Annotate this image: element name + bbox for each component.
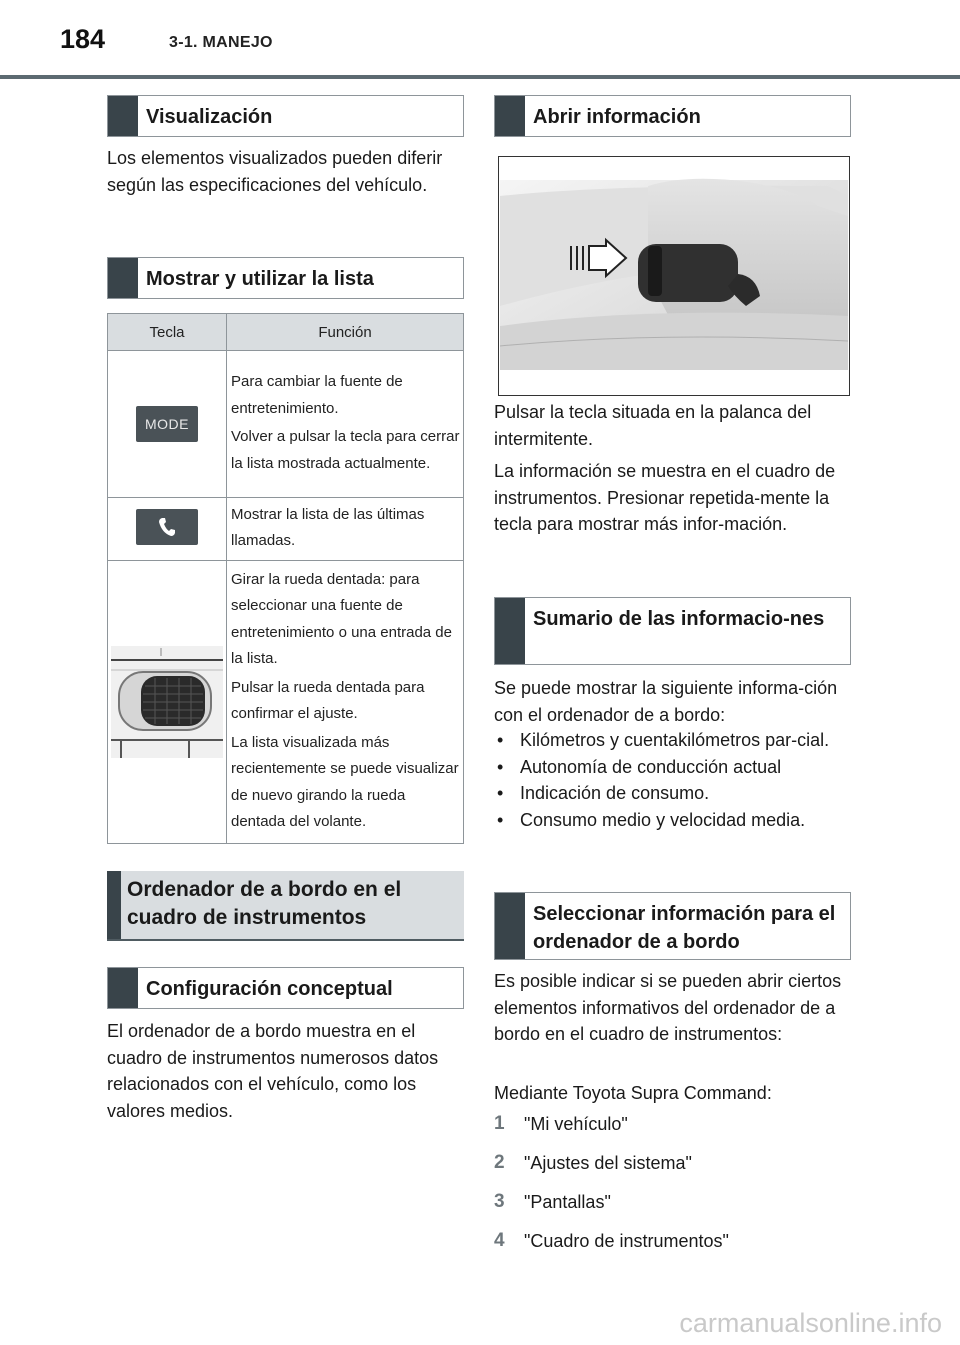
heading-bar	[495, 96, 525, 136]
phone-icon	[136, 509, 198, 545]
steps-list	[494, 1111, 851, 1267]
table-cell-key	[108, 351, 227, 498]
abrir-text-2: La información se muestra en el cuadro de instrumentos. Presionar repetida-mente la tecla para mostrar más infor-mación.	[494, 461, 836, 534]
heading-text: Visualización	[146, 106, 273, 128]
section-heading-seleccionar	[494, 892, 851, 960]
heading-text: Seleccionar información para el ordenador de a bordo	[533, 903, 836, 953]
step-text: "Ajustes del sistema"	[524, 1153, 692, 1173]
section-heading-sumario	[494, 597, 851, 665]
step-number: 2	[494, 1152, 505, 1173]
seleccionar-text: Es posible indicar si se pueden abrir ciertos elementos informativos del ordenador de a bordo en el cuadro de instrumentos:	[494, 971, 842, 1044]
table-header-key: Tecla	[108, 314, 227, 351]
table-row	[108, 561, 464, 844]
list-item	[494, 1189, 851, 1216]
abrir-text-1: Pulsar la tecla situada en la palanca del intermitente.	[494, 402, 812, 449]
list-item	[494, 1111, 851, 1138]
function-text: Mostrar la lista de las últimas llamadas.	[231, 505, 425, 549]
list-item	[494, 1228, 851, 1255]
turn-signal-stalk-image	[498, 156, 850, 396]
heading-bar	[495, 598, 525, 664]
list-item: • Kilómetros y cuentakilómetros par-cial.	[494, 727, 851, 754]
heading-bar	[108, 258, 138, 298]
table-cell-key	[108, 561, 227, 844]
key-function-table	[107, 313, 464, 844]
heading-bar	[495, 893, 525, 959]
function-text: Volver a pulsar la tecla para cerrar la lista mostrada actualmente.	[231, 428, 460, 472]
mode-key-icon: MODE	[136, 406, 198, 442]
function-text: Girar la rueda dentada: para seleccionar una fuente de entretenimiento o una entrada de la lista.	[231, 570, 452, 667]
section-heading-lista	[107, 257, 464, 299]
page-number: 184	[60, 24, 106, 54]
heading-bar	[107, 871, 121, 939]
sumario-text: Se puede mostrar la siguiente informa-ción con el ordenador de a bordo:	[494, 678, 838, 725]
heading-bar	[108, 96, 138, 136]
header-rule	[0, 75, 960, 79]
function-text: Para cambiar la fuente de entretenimiento.	[231, 373, 403, 417]
mediante-text: Mediante Toyota Supra Command:	[494, 1083, 772, 1103]
list-item: • Autonomía de conducción actual	[494, 754, 851, 781]
heading-bar	[108, 968, 138, 1008]
config-text: El ordenador de a bordo muestra en el cuadro de instrumentos numerosos datos relacionados con el vehículo, como los valores medios.	[107, 1021, 439, 1121]
step-number: 1	[494, 1113, 505, 1134]
watermark: carmanualsonline.info	[679, 1308, 942, 1338]
table-row	[108, 498, 464, 561]
sumario-list	[494, 727, 851, 833]
section-heading-ordenador	[107, 871, 464, 941]
table-cell-key	[108, 498, 227, 561]
step-text: "Mi vehículo"	[524, 1114, 628, 1134]
list-item: • Consumo medio y velocidad media.	[494, 807, 851, 834]
table-header-function: Función	[227, 314, 464, 351]
step-text: "Pantallas"	[524, 1192, 611, 1212]
step-number: 3	[494, 1191, 505, 1212]
function-text: La lista visualizada más recientemente se puede visualizar de nuevo girando la rueda dentada del volante.	[231, 733, 459, 830]
heading-text: Abrir información	[533, 106, 701, 128]
thumbwheel-image	[111, 646, 223, 758]
step-text: "Cuadro de instrumentos"	[524, 1231, 729, 1251]
section-heading-abrir	[494, 95, 851, 137]
table-header-row	[108, 314, 464, 351]
visualizacion-text: Los elementos visualizados pueden diferir según las especificaciones del vehículo.	[107, 148, 443, 195]
heading-text: Mostrar y utilizar la lista	[146, 268, 374, 290]
list-item	[494, 1150, 851, 1177]
heading-text: Sumario de las informacio-nes	[533, 608, 825, 630]
table-cell-function	[227, 561, 464, 844]
heading-text: Configuración conceptual	[146, 978, 393, 1000]
table-row	[108, 351, 464, 498]
table-cell-function	[227, 498, 464, 561]
section-heading-visualizacion	[107, 95, 464, 137]
heading-text: Ordenador de a bordo en el cuadro de instrumentos	[127, 878, 402, 929]
step-number: 4	[494, 1230, 505, 1251]
list-item: • Indicación de consumo.	[494, 780, 851, 807]
section-heading-config	[107, 967, 464, 1009]
table-cell-function	[227, 351, 464, 498]
chapter-title: 3-1. MANEJO	[169, 34, 273, 51]
function-text: Pulsar la rueda dentada para confirmar el ajuste.	[231, 678, 425, 722]
